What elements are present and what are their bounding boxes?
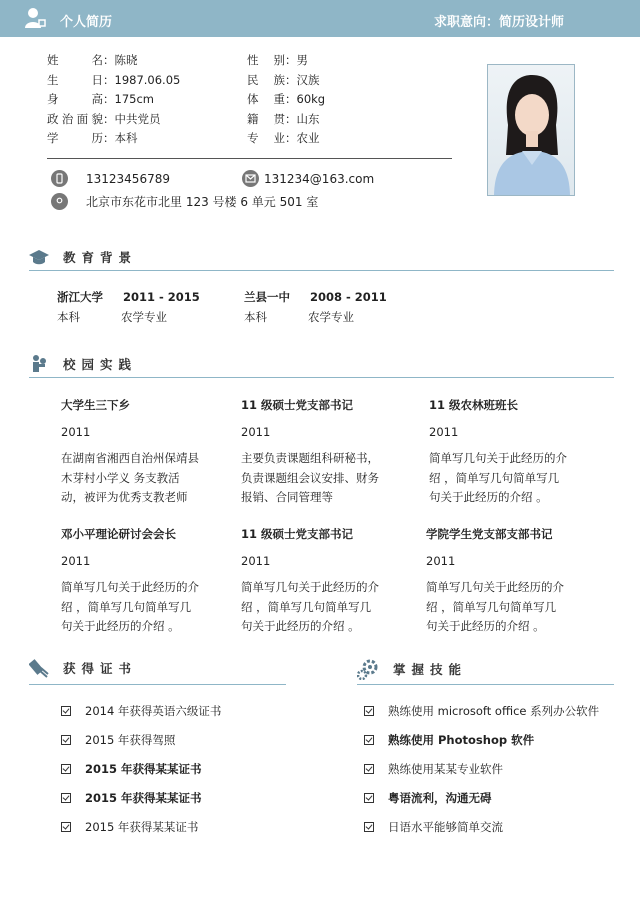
education-entry: [244, 287, 387, 327]
graduation-cap-icon: [29, 248, 49, 266]
checkbox-icon: [364, 822, 374, 832]
practice-desc-line: 简单写几句关于此经历的介: [426, 580, 564, 594]
info-label: 生日: [47, 72, 103, 87]
school-name: 浙江大学: [57, 290, 103, 304]
info-value: 60kg: [296, 92, 326, 106]
info-label: 民族: [247, 72, 285, 87]
practice-desc-line: 句关于此经历的介绍 。: [241, 619, 360, 633]
info-divider: [47, 158, 452, 159]
practice-desc-line: 绍 ，简单写几句简单写几: [61, 599, 192, 614]
practice-section-head: [29, 354, 137, 374]
education-entry: [57, 287, 200, 327]
practice-desc-line: 简单写几句关于此经历的介: [429, 451, 567, 465]
phone-number: 13123456789: [86, 171, 170, 186]
education-section-head: [29, 248, 137, 266]
checkbox-icon: [61, 735, 71, 745]
campus-activity-icon: [29, 354, 49, 374]
practice-desc-line: 绍 ，简单写几句简单写几: [426, 599, 557, 614]
list-item: [364, 725, 599, 754]
cert-text: 2015 年获得某某证书: [85, 819, 199, 834]
info-value: 男: [296, 53, 308, 67]
skill-text: 日语水平能够简单交流: [388, 819, 503, 834]
school-years: 2011 - 2015: [123, 290, 200, 304]
practice-title: 11 级硕士党支部书记: [241, 398, 354, 412]
practice-year: 2011: [241, 425, 271, 439]
skill-text: 熟练使用 microsoft office 系列办公软件: [388, 703, 600, 718]
checkbox-icon: [364, 706, 374, 716]
practice-item: [429, 397, 594, 508]
practice-title: 邓小平理论研讨会会长: [61, 527, 176, 541]
info-value: 农业: [296, 131, 320, 145]
practice-desc-line: 简单写几句关于此经历的介: [241, 580, 379, 594]
info-label: 性别: [247, 53, 285, 67]
info-label: 政治面貌: [47, 111, 103, 126]
practice-desc-line: 简单写几句关于此经历的介: [61, 580, 199, 594]
practice-desc-line: 句关于此经历的介绍 。: [426, 619, 545, 633]
section-underline: [29, 377, 614, 378]
practice-desc-line: 在湖南省湘西自治州保靖县: [61, 451, 199, 465]
practice-title: 学院学生党支部支部书记: [426, 527, 553, 541]
practice-desc-line: 负责课题组会议安排、财务: [241, 470, 379, 485]
section-title: 校园实践: [63, 357, 138, 372]
practice-year: 2011: [429, 425, 459, 439]
section-underline: [357, 684, 614, 685]
practice-year: 2011: [426, 554, 456, 568]
info-value: 汉族: [296, 72, 320, 87]
checkbox-icon: [61, 822, 71, 832]
skills-section-head: [357, 658, 467, 680]
practice-item: [241, 526, 406, 637]
checkbox-icon: [61, 764, 71, 774]
section-title: 获得证书: [63, 661, 138, 676]
skill-text: 熟练使用某某专业软件: [388, 761, 503, 776]
practice-desc-line: 句关于此经历的介绍 。: [429, 490, 548, 504]
cert-text: 2014 年获得英语六级证书: [85, 703, 222, 718]
practice-desc-line: 木芽村小学义 务支教活: [61, 470, 180, 485]
section-title: 掌握技能: [393, 662, 468, 677]
practice-desc-line: 报销、合同管理等: [241, 490, 333, 504]
list-item: [364, 812, 599, 841]
email-icon: [242, 170, 259, 187]
certs-section-head: [29, 658, 137, 678]
list-item: [61, 725, 221, 754]
job-intent: 求职意向：简历设计师: [433, 15, 564, 30]
address-row: [51, 193, 318, 210]
school-years: 2008 - 2011: [310, 290, 387, 304]
list-item: [364, 783, 599, 812]
list-item: [364, 696, 599, 725]
skill-text: 粤语流利，沟通无碍: [388, 790, 492, 805]
school-name: 兰县一中: [244, 290, 290, 304]
info-label: 姓名: [47, 53, 103, 67]
checkbox-icon: [61, 706, 71, 716]
info-value: 本科: [114, 131, 138, 145]
list-item: [61, 754, 221, 783]
phone-icon: [51, 170, 68, 187]
person-icon: [24, 7, 46, 29]
info-label: 籍贯: [247, 111, 285, 126]
cert-text: 2015 年获得驾照: [85, 732, 176, 747]
info-label: 身高: [47, 92, 103, 106]
list-item: [61, 783, 221, 812]
practice-item: [241, 397, 406, 508]
skills-list: [364, 696, 599, 841]
checkbox-icon: [364, 793, 374, 803]
checkbox-icon: [364, 764, 374, 774]
list-item: [364, 754, 599, 783]
list-item: [61, 812, 221, 841]
info-label: 体重: [247, 92, 285, 106]
checkbox-icon: [61, 793, 71, 803]
info-value: 1987.06.05: [114, 72, 181, 87]
gear-icon: [357, 658, 379, 680]
info-value: 175cm: [114, 92, 154, 106]
degree: 本科: [57, 310, 80, 324]
info-value: 山东: [296, 111, 320, 126]
practice-year: 2011: [241, 554, 271, 568]
home-address: 北京市东花市北里 123 号楼 6 单元 501 室: [86, 195, 319, 209]
email-row: [242, 170, 374, 187]
practice-title: 11 级农林班班长: [429, 398, 519, 412]
certificate-icon: [29, 658, 49, 678]
practice-title: 11 级硕士党支部书记: [241, 527, 354, 541]
practice-item: [426, 526, 591, 637]
resume-title: 个人简历: [60, 15, 113, 30]
practice-item: [61, 397, 226, 508]
checkbox-icon: [364, 735, 374, 745]
profile-photo: [487, 64, 575, 196]
list-item: [61, 696, 221, 725]
practice-desc-line: 句关于此经历的介绍 。: [61, 619, 180, 633]
practice-desc-line: 绍 ，简单写几句简单写几: [429, 470, 560, 485]
certs-list: [61, 696, 221, 841]
cert-text: 2015 年获得某某证书: [85, 790, 202, 805]
basic-info-left: 姓名 ： 陈晓 生日 ： 1987.06.05 身高 ： 175cm 政治面貌 ： 中共党员 学历 ： 本科: [47, 51, 180, 149]
header-bar: [0, 0, 640, 37]
practice-year: 2011: [61, 554, 91, 568]
info-value: 中共党员: [114, 111, 161, 126]
email-address: 131234@163.com: [264, 171, 375, 186]
section-underline: [29, 270, 614, 271]
phone-row: [51, 170, 170, 187]
practice-item: [61, 526, 226, 637]
degree: 本科: [244, 310, 267, 324]
major: 农学专业: [121, 310, 167, 324]
major: 农学专业: [308, 310, 354, 324]
info-label: 学历: [47, 131, 103, 145]
skill-text: 熟练使用 Photoshop 软件: [388, 732, 535, 747]
location-pin-icon: [51, 193, 68, 210]
practice-year: 2011: [61, 425, 91, 439]
basic-info-right: 性别 ： 男 民族 ： 汉族 体重 ： 60kg 籍贯 ： 山东 专业 ： 农业: [247, 51, 325, 149]
cert-text: 2015 年获得某某证书: [85, 761, 202, 776]
section-underline: [29, 684, 286, 685]
practice-title: 大学生三下乡: [61, 398, 130, 412]
practice-desc-line: 绍 ，简单写几句简单写几: [241, 599, 372, 614]
info-label: 专业: [247, 131, 285, 145]
practice-desc-line: 主要负责课题组科研秘书，: [241, 451, 379, 465]
practice-desc-line: 动，被评为优秀支教老师: [61, 490, 188, 504]
section-title: 教育背景: [63, 250, 138, 265]
info-value: 陈晓: [114, 53, 138, 67]
